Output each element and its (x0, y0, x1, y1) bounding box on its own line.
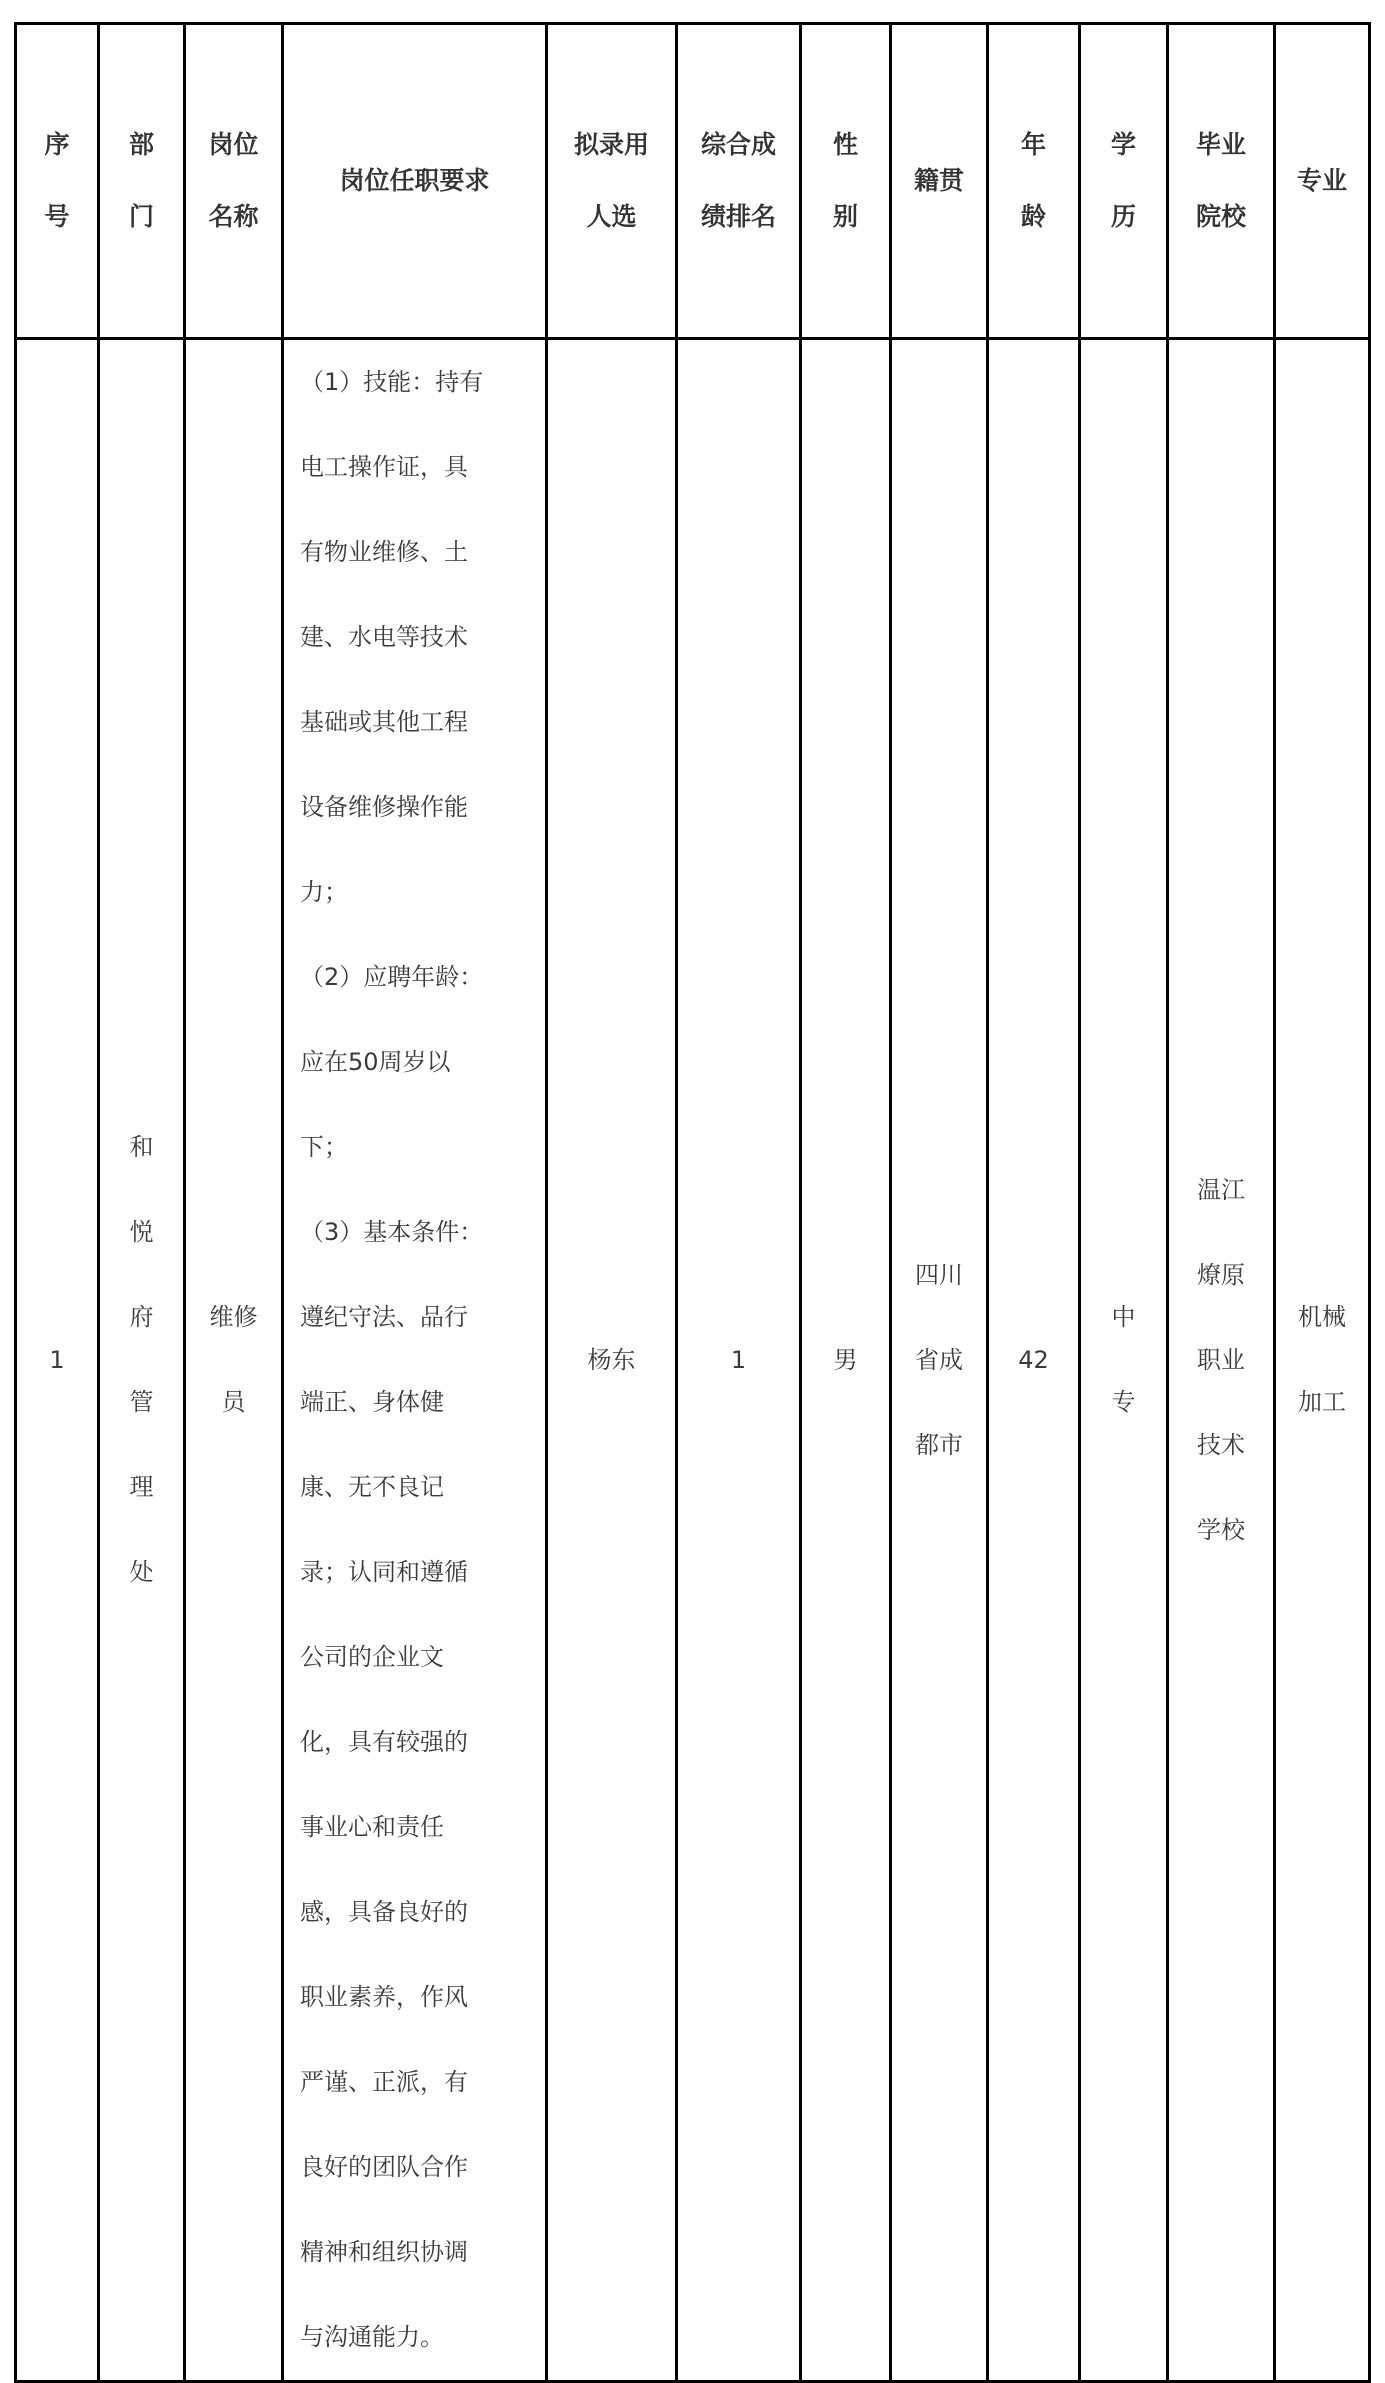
cell-text: 职业 (1197, 1345, 1245, 1374)
requirement-line: 力； (300, 878, 348, 906)
requirement-line: 应在50周岁以 (300, 1048, 451, 1076)
header-department (99, 24, 185, 339)
header-label: 历 (1110, 202, 1136, 231)
requirement-line: 公司的企业文 (300, 1643, 444, 1671)
table-body (16, 339, 1370, 2382)
cell-text: 理 (129, 1473, 154, 1501)
header-label: 院校 (1195, 202, 1246, 231)
requirement-line: 端正、身体健 (300, 1388, 444, 1416)
requirement-line: 下； (300, 1133, 348, 1161)
cell-rank: 1 (677, 339, 801, 2382)
cell-text: 省成 (915, 1345, 963, 1374)
cell-text: 处 (129, 1558, 154, 1586)
cell-gender: 男 (801, 339, 891, 2382)
cell-text: 府 (129, 1303, 154, 1331)
cell-text: 技术 (1197, 1430, 1245, 1459)
header-label: 部 (128, 130, 154, 159)
requirement-line: 录；认同和遵循 (300, 1558, 468, 1586)
header-index (16, 24, 99, 339)
requirement-line: 有物业维修、土 (300, 538, 468, 566)
cell-text: 四川 (915, 1260, 963, 1289)
requirement-line: 康、无不良记 (300, 1473, 444, 1501)
header-major (1275, 24, 1370, 339)
cell-text: 专 (1111, 1388, 1136, 1416)
requirement-line: 良好的团队合作 (300, 2153, 468, 2181)
header-rank (677, 24, 801, 339)
cell-text: 维修 (209, 1303, 258, 1331)
header-row (16, 24, 1370, 339)
cell-text: 温江 (1197, 1175, 1245, 1204)
header-age (988, 24, 1080, 339)
header-label: 名称 (208, 202, 259, 231)
cell-age: 42 (988, 339, 1080, 2382)
header-label: 别 (832, 202, 858, 231)
requirement-line: 职业素养，作风 (300, 1983, 468, 2011)
cell-text: 和 (129, 1133, 154, 1161)
header-label: 毕业 (1195, 130, 1246, 159)
cell-index: 1 (16, 339, 99, 2382)
header-label: 龄 (1020, 202, 1046, 231)
header-label: 综合成 (700, 130, 776, 159)
requirement-line: 严谨、正派，有 (300, 2068, 468, 2096)
header-gender (801, 24, 891, 339)
cell-text: 中 (1111, 1303, 1136, 1331)
requirement-line: 电工操作证，具 (300, 453, 468, 481)
header-candidate (547, 24, 677, 339)
header-label: 学 (1110, 130, 1136, 159)
cell-school (1168, 339, 1275, 2382)
header-education (1080, 24, 1168, 339)
header-label: 号 (44, 202, 70, 231)
header-label: 人选 (586, 202, 637, 231)
header-label: 拟录用 (573, 130, 649, 159)
requirement-line: 化，具有较强的 (300, 1728, 468, 1756)
header-origin (891, 24, 988, 339)
requirement-line: （3）基本条件： (300, 1218, 484, 1246)
cell-candidate: 杨东 (547, 339, 677, 2382)
requirement-line: 设备维修操作能 (300, 793, 468, 821)
cell-text: 员 (221, 1388, 246, 1416)
requirement-line: （2）应聘年龄： (300, 963, 484, 991)
cell-text: 机械 (1298, 1303, 1346, 1331)
requirement-line: 感，具备良好的 (300, 1898, 468, 1926)
requirement-line: （1）技能：持有 (300, 368, 484, 396)
recruitment-table (14, 22, 1371, 2383)
cell-origin (891, 339, 988, 2382)
header-label: 专业 (1296, 166, 1347, 195)
requirement-line: 与沟通能力。 (300, 2323, 444, 2351)
cell-department (99, 339, 185, 2382)
cell-requirements (283, 339, 547, 2382)
requirement-line: 基础或其他工程 (300, 708, 468, 736)
requirement-line: 精神和组织协调 (300, 2238, 468, 2266)
cell-text: 燎原 (1197, 1260, 1245, 1289)
header-label: 岗位 (208, 130, 259, 159)
header-school (1168, 24, 1275, 339)
header-label: 绩排名 (700, 202, 776, 231)
header-label: 年 (1020, 130, 1046, 159)
header-requirements (283, 24, 547, 339)
header-label: 籍贯 (913, 166, 964, 195)
table-header (16, 24, 1370, 339)
header-label: 性 (832, 130, 858, 159)
requirement-line: 事业心和责任 (300, 1813, 444, 1841)
header-label: 门 (128, 202, 154, 231)
cell-position (185, 339, 283, 2382)
cell-text: 学校 (1197, 1515, 1245, 1544)
cell-text: 管 (129, 1388, 154, 1416)
table-row (16, 339, 1370, 2382)
cell-education (1080, 339, 1168, 2382)
header-position (185, 24, 283, 339)
requirement-line: 建、水电等技术 (300, 623, 468, 651)
header-label: 序 (44, 130, 70, 159)
cell-text: 都市 (915, 1430, 963, 1459)
cell-major (1275, 339, 1370, 2382)
cell-text: 加工 (1298, 1388, 1346, 1416)
requirement-line: 遵纪守法、品行 (300, 1303, 468, 1331)
header-label: 岗位任职要求 (339, 166, 490, 195)
cell-text: 悦 (129, 1218, 154, 1246)
